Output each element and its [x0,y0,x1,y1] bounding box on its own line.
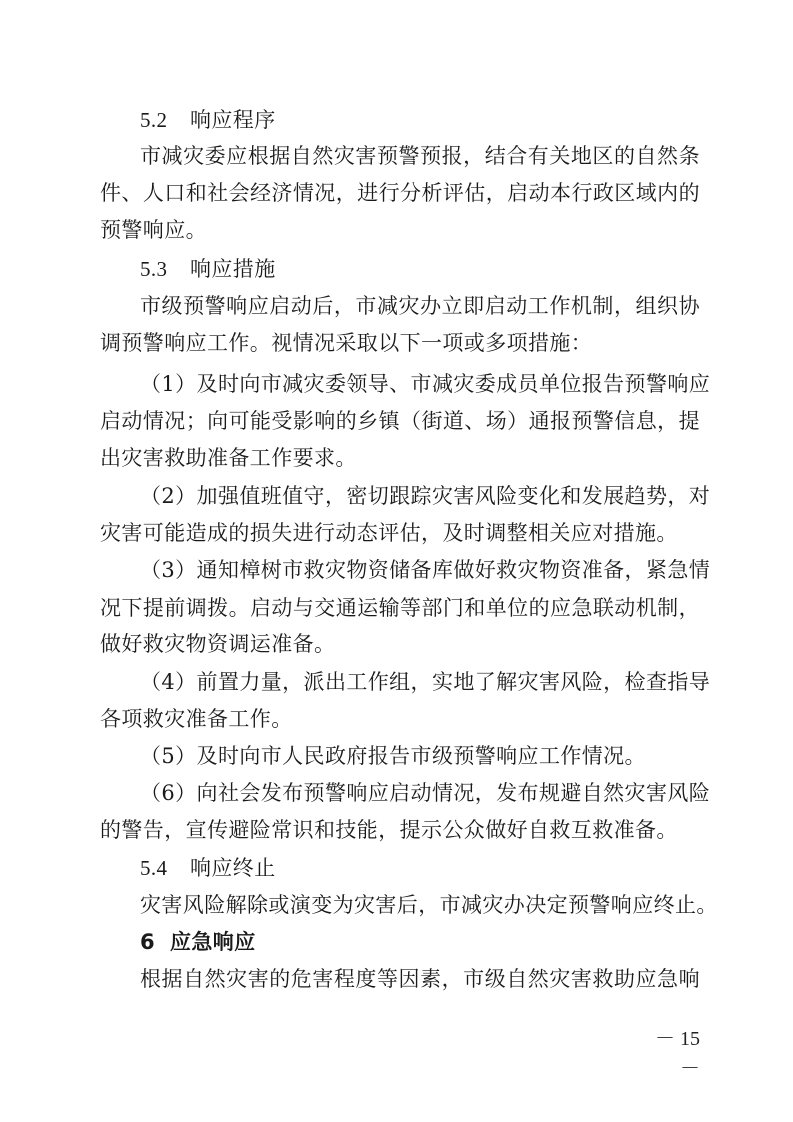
list-item-line: （5）及时向市人民政府报告市级预警响应工作情况。 [140,744,646,768]
section-heading-5-2 [140,102,700,138]
paragraph-line: 市级预警响应启动后，市减灾办立即启动工作机制，组织协 [140,294,700,318]
paragraph-line: 市减灾委应根据自然灾害预警预报，结合有关地区的自然条 [140,144,700,168]
paragraph-line: 预警响应。 [100,218,207,242]
section-number: 5.2 [140,108,168,132]
section-title: 响应终止 [190,856,276,880]
paragraph-line: 调预警响应工作。视情况采取以下一项或多项措施： [100,331,593,355]
section-title: 响应程序 [190,108,276,132]
page-number: － 15 － [655,1028,700,1080]
section-number: 5.3 [140,257,168,281]
section-heading-5-4 [140,850,700,886]
section-number: 5.4 [140,856,168,880]
list-item-line: 启动情况；向可能受影响的乡镇（街道、场）通报预警信息，提 [100,409,700,433]
list-item-line: （6）向社会发布预警响应启动情况，发布规避自然灾害风险 [140,781,711,805]
section-heading-5-3 [140,251,700,287]
list-item-line: （1）及时向市减灾委领导、市减灾委成员单位报告预警响应 [140,372,711,396]
list-item-line: （3）通知樟树市救灾物资储备库做好救灾物资准备，紧急情 [140,558,711,582]
list-item-line: 出灾害救助准备工作要求。 [100,446,357,470]
section-heading-6 [140,924,700,960]
list-item-line: 灾害可能造成的损失进行动态评估，及时调整相关应对措施。 [100,521,678,545]
list-item-line: 的警告，宣传避险常识和技能，提示公众做好自救互救准备。 [100,818,678,842]
list-item-line: 做好救灾物资调运准备。 [100,632,336,656]
list-item-line: （4）前置力量，派出工作组，实地了解灾害风险，检查指导 [140,670,711,694]
section-number: 6 [140,930,156,954]
list-item-line: 各项救灾准备工作。 [100,707,293,731]
section-title: 响应措施 [190,257,276,281]
list-item-line: （2）加强值班值守，密切跟踪灾害风险变化和发展趋势，对 [140,484,711,508]
section-title: 应急响应 [170,930,256,954]
paragraph-line: 件、人口和社会经济情况，进行分析评估，启动本行政区域内的 [100,181,700,205]
list-item-line: 况下提前调拨。启动与交通运输等部门和单位的应急联动机制， [100,596,700,620]
paragraph-line: 根据自然灾害的危害程度等因素，市级自然灾害救助应急响 [140,967,700,991]
paragraph-line: 灾害风险解除或演变为灾害后，市减灾办决定预警响应终止。 [140,893,718,917]
